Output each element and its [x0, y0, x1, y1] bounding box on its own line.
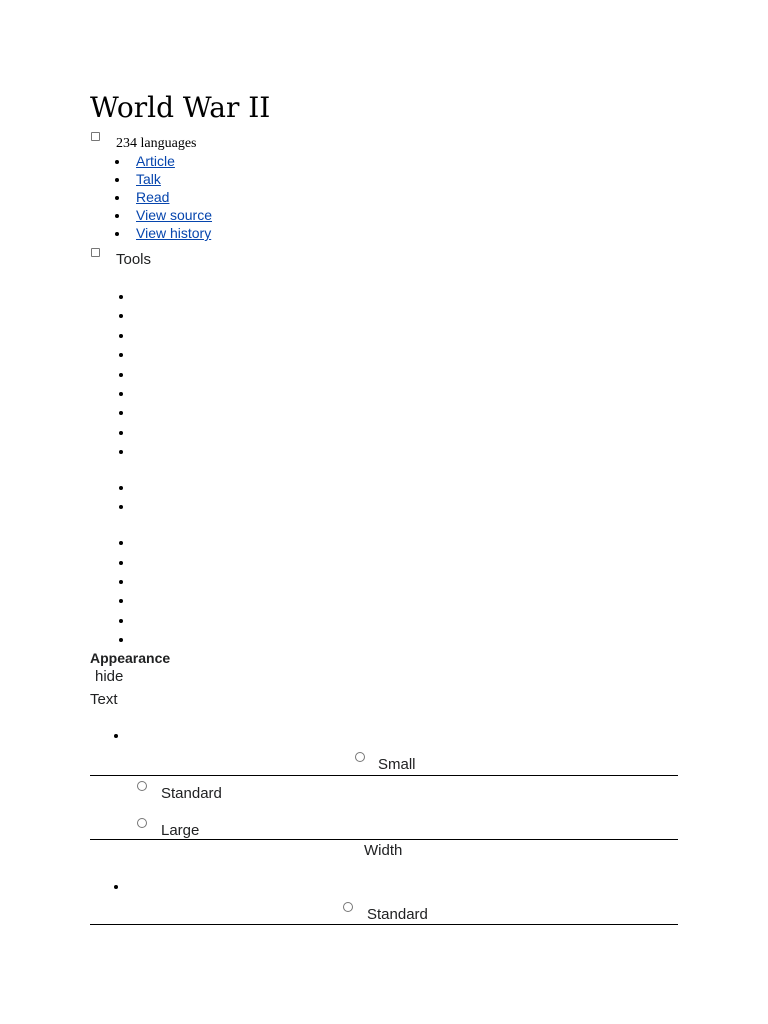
- tools-list-bullet: [119, 619, 123, 623]
- text-size-standard-radio[interactable]: [137, 781, 147, 791]
- tools-list-bullet: [119, 486, 123, 490]
- nav-item-read: [136, 188, 212, 206]
- languages-label[interactable]: 234 languages: [116, 136, 197, 151]
- text-size-large-label[interactable]: Large: [161, 822, 200, 839]
- tools-list-bullet: [119, 373, 123, 377]
- width-list-bullet: [114, 885, 118, 889]
- tools-list-bullet: [119, 580, 123, 584]
- nav-item-view-source: [136, 206, 212, 224]
- text-size-small-radio[interactable]: [355, 752, 365, 762]
- read-link[interactable]: Read: [136, 189, 170, 205]
- tools-list-bullet: [119, 411, 123, 415]
- tools-list-bullet: [119, 392, 123, 396]
- tools-list-bullet: [119, 561, 123, 565]
- text-size-small-label[interactable]: Small: [378, 756, 416, 773]
- nav-item-view-history: [136, 224, 212, 242]
- page-title: World War II: [90, 91, 271, 124]
- tools-list-bullet: [119, 353, 123, 357]
- tools-list-bullet: [119, 541, 123, 545]
- view-history-link[interactable]: View history: [136, 225, 212, 241]
- tools-list-bullet: [119, 334, 123, 338]
- divider: [90, 839, 678, 840]
- tools-list-bullet: [119, 314, 123, 318]
- nav-item-talk: [136, 170, 212, 188]
- tools-list-bullet: [119, 599, 123, 603]
- article-link[interactable]: Article: [136, 153, 175, 169]
- talk-link[interactable]: Talk: [136, 171, 161, 187]
- divider: [90, 924, 678, 925]
- view-source-link[interactable]: View source: [136, 207, 213, 223]
- appearance-hide-button[interactable]: hide: [95, 668, 124, 685]
- tools-list-bullet: [119, 295, 123, 299]
- text-size-standard-label[interactable]: Standard: [161, 785, 222, 802]
- tools-list-bullet: [119, 505, 123, 509]
- tools-checkbox[interactable]: [91, 248, 100, 257]
- nav-item-article: [136, 152, 212, 170]
- text-size-label: Text: [90, 691, 118, 708]
- tools-list-bullet: [119, 450, 123, 454]
- text-size-list-bullet: [114, 734, 118, 738]
- page-actions-nav: [136, 152, 212, 242]
- tools-list-bullet: [119, 431, 123, 435]
- divider: [90, 775, 678, 776]
- appearance-heading: Appearance: [90, 650, 171, 666]
- width-label: Width: [364, 842, 403, 859]
- tools-list-bullet: [119, 638, 123, 642]
- width-standard-label[interactable]: Standard: [367, 906, 428, 923]
- width-standard-radio[interactable]: [343, 902, 353, 912]
- text-size-large-radio[interactable]: [137, 818, 147, 828]
- tools-label[interactable]: Tools: [116, 251, 152, 268]
- languages-checkbox[interactable]: [91, 132, 100, 141]
